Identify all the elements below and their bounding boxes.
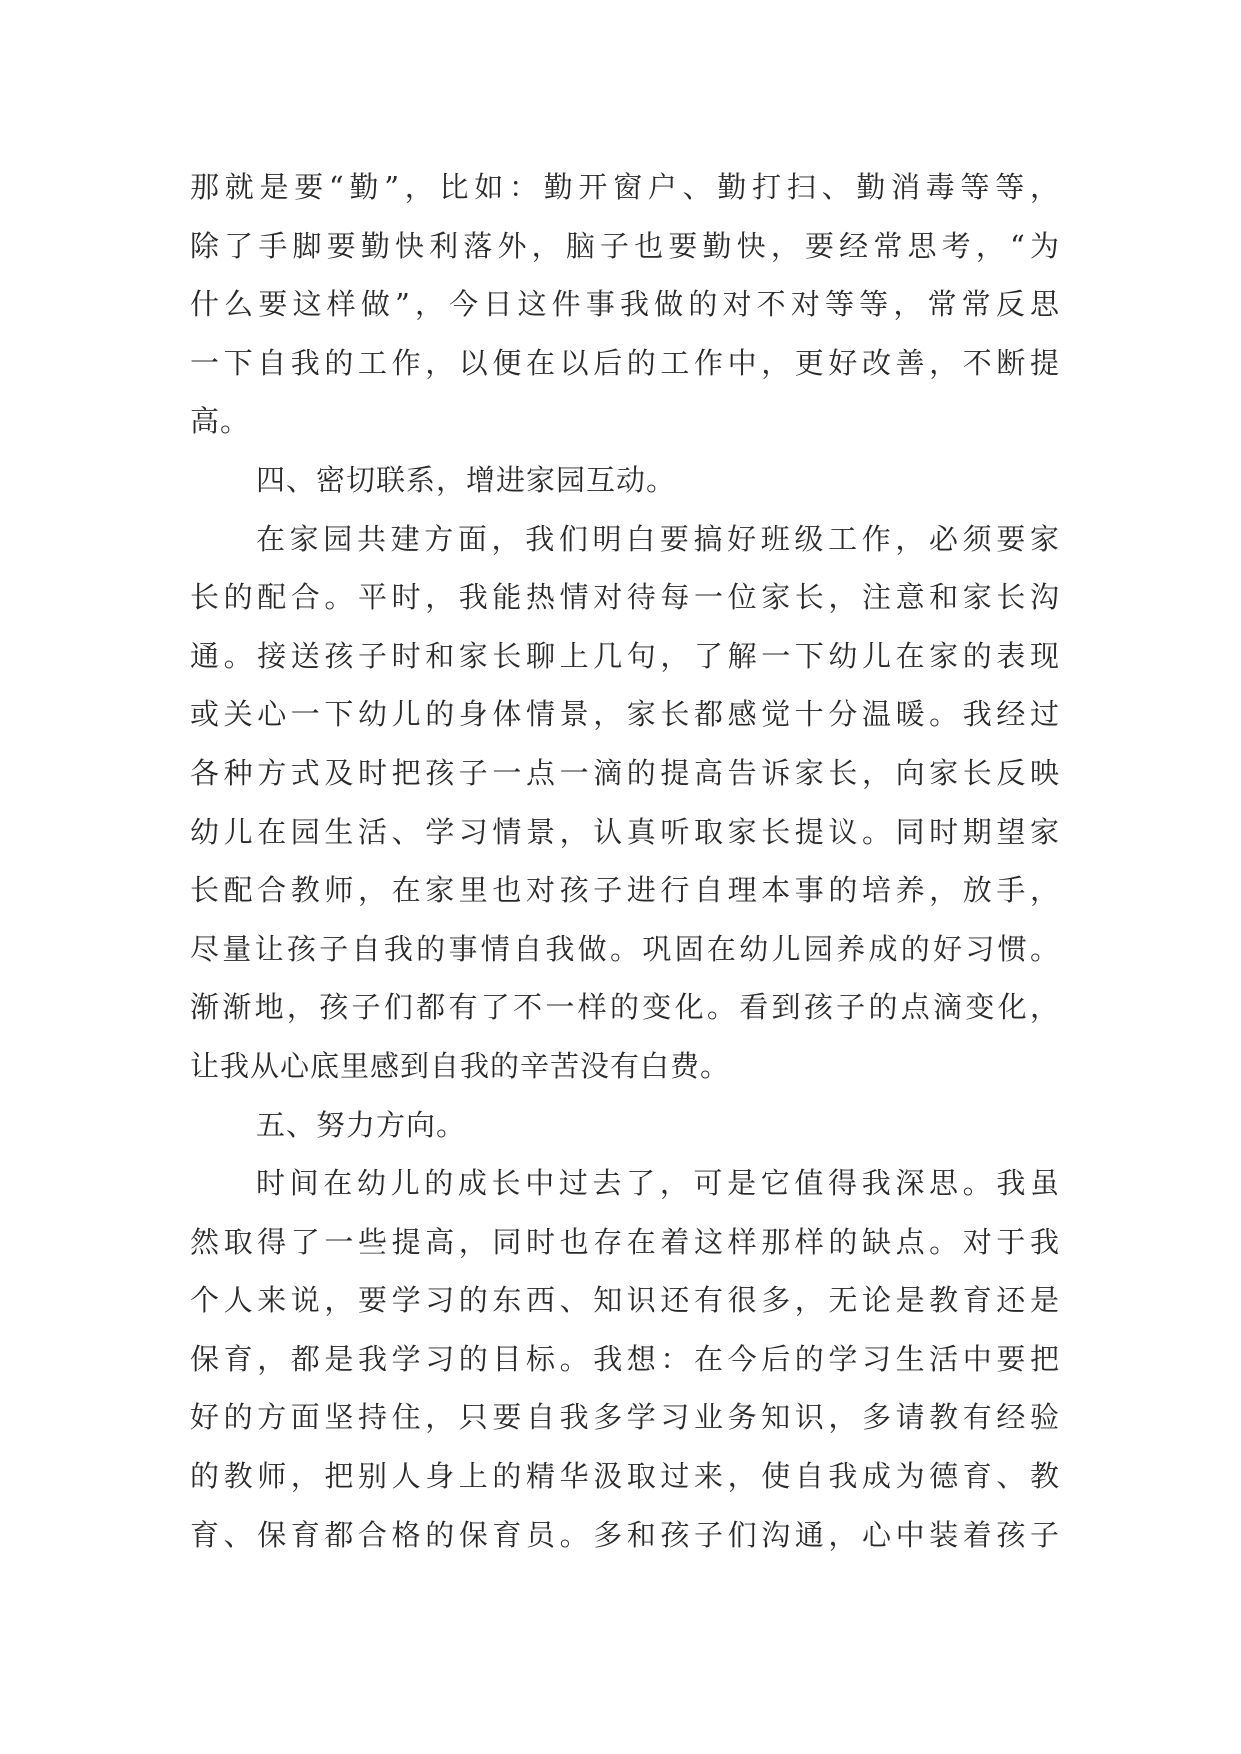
paragraph-first-line: 五、努力方向。 (256, 1107, 467, 1142)
text-line: 各种方式及时把孩子一点一滴的提高告诉家长，向家长反映 (190, 755, 1060, 790)
text-line: 然取得了一些提高，同时也存在着这样那样的缺点。对于我 (190, 1224, 1060, 1259)
text-line: 除了手脚要勤快利落外，脑子也要勤快，要经常思考，“为 (190, 228, 1060, 263)
text-line: 个人来说，要学习的东西、知识还有很多，无论是教育还是 (190, 1283, 1060, 1318)
text-line: 渐渐地，孩子们都有了不一样的变化。看到孩子的点滴变化， (190, 990, 1060, 1025)
text-line: 高。 (190, 404, 251, 439)
text-line: 好的方面坚持住，只要自我多学习业务知识，多请教有经验 (190, 1400, 1060, 1435)
paragraph-first-line: 四、密切联系，增进家园互动。 (256, 462, 677, 497)
text-line: 长的配合。平时，我能热情对待每一位家长，注意和家长沟 (190, 580, 1060, 615)
text-line: 保育，都是我学习的目标。我想：在今后的学习生活中要把 (190, 1341, 1060, 1376)
text-line: 的教师，把别人身上的精华汲取过来，使自我成为德育、教 (190, 1459, 1060, 1494)
document-body (190, 158, 1060, 1564)
text-line: 那就是要“勤”，比如：勤开窗户、勤打扫、勤消毒等等， (190, 170, 1060, 204)
text-line: 长配合教师，在家里也对孩子进行自理本事的培养，放手， (190, 873, 1060, 908)
paragraph-first-line: 在家园共建方面，我们明白要搞好班级工作，必须要家 (256, 521, 1060, 556)
text-line: 一下自我的工作，以便在以后的工作中，更好改善，不断提 (190, 345, 1060, 380)
text-line: 通。接送孩子时和家长聊上几句，了解一下幼儿在家的表现 (190, 638, 1060, 673)
text-line: 幼儿在园生活、学习情景，认真听取家长提议。同时期望家 (190, 814, 1060, 849)
text-line: 什么要这样做”，今日这件事我做的对不对等等，常常反思 (190, 287, 1060, 322)
text-line: 育、保育都合格的保育员。多和孩子们沟通，心中装着孩子 (190, 1517, 1060, 1552)
text-line: 尽量让孩子自我的事情自我做。巩固在幼儿园养成的好习惯。 (190, 931, 1060, 966)
paragraph-first-line: 时间在幼儿的成长中过去了，可是它值得我深思。我虽 (256, 1166, 1060, 1201)
text-line: 或关心一下幼儿的身体情景，家长都感觉十分温暖。我经过 (190, 697, 1060, 732)
text-line: 让我从心底里感到自我的辛苦没有白费。 (190, 1048, 731, 1083)
